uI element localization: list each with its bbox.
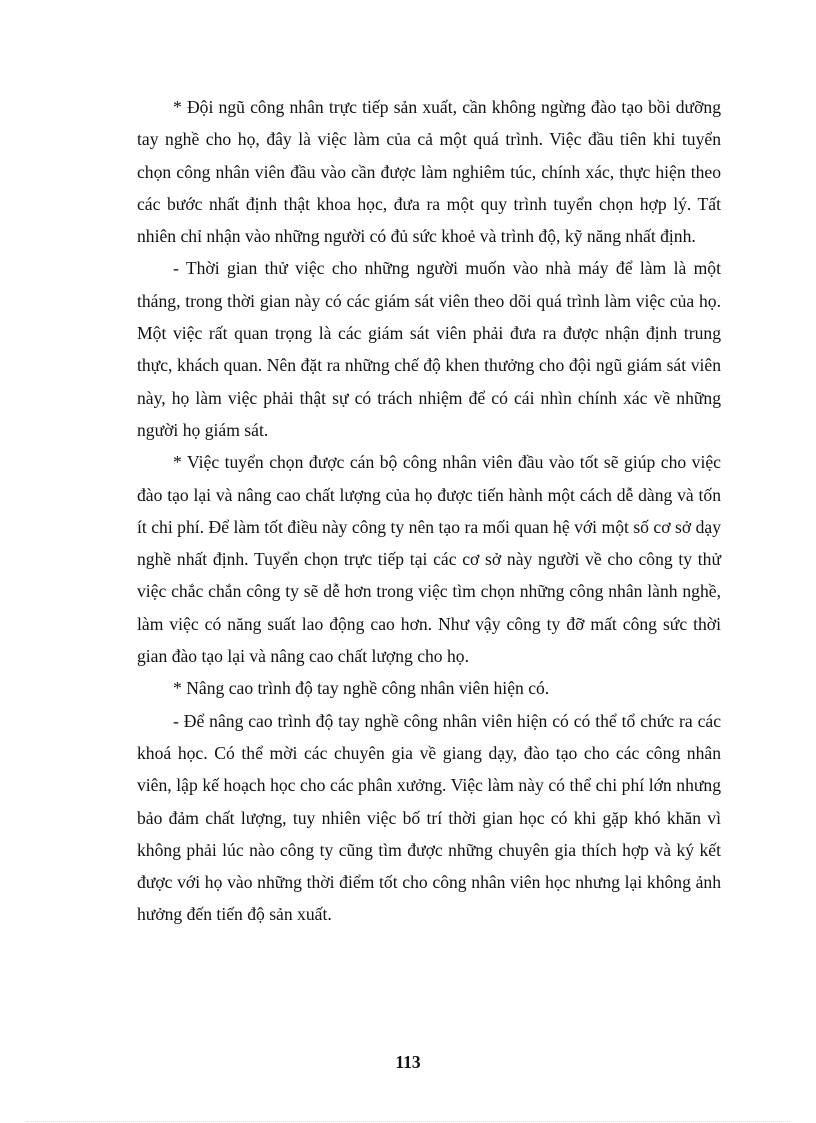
paragraph-recruitment: * Đội ngũ công nhân trực tiếp sản xuất, cần không ngừng đào tạo bồi dưỡng tay nghề cho họ, đây là việc làm của cả một quá trình. Việc đầu tiên khi tuyển chọn công nhân viên đầu vào cần được làm nghiêm túc, chính xác, thực hiện theo các bước nhất định thật khoa học, đưa ra một quy trình tuyển chọn hợp lý. Tất nhiên chỉ nhận vào những người có đủ sức khoẻ và trình độ, kỹ năng nhất định. <box>137 97 721 247</box>
paragraph-training-cost: * Việc tuyển chọn được cán bộ công nhân viên đầu vào tốt sẽ giúp cho việc đào tạo lại và nâng cao chất lượng của họ được tiến hành một cách dễ dàng và tốn ít chi phí. Để làm tốt điều này công ty nên tạo ra mối quan hệ với một số cơ sở dạy nghề nhất định. Tuyển chọn trực tiếp tại các cơ sở này người về cho công ty thử việc chắc chắn công ty sẽ dễ hơn trong việc tìm chọn những công nhân lành nghề, làm việc có năng suất lao động cao hơn. Như vậy công ty đỡ mất công sức thời gian đào tạo lại và nâng cao chất lượng cho họ. <box>137 452 721 667</box>
page-number: 113 <box>395 1052 421 1072</box>
paragraph-courses: - Để nâng cao trình độ tay nghề công nhân viên hiện có có thể tổ chức ra các khoá học. Có thể mời các chuyên gia về giang dạy, đào tạo cho các công nhân viên, lập kế hoạch học cho các phân xưởng. Việc làm này có thể chi phí lớn nhưng bảo đảm chất lượng, tuy nhiên việc bố trí thời gian học có khi gặp khó khăn vì không phải lúc nào công ty cũng tìm được những chuyên gia thích hợp và ký kết được với họ vào những thời điểm tốt cho công nhân viên học nhưng lại không ảnh hưởng đến tiến độ sản xuất. <box>137 710 721 925</box>
paragraph-probation: - Thời gian thử việc cho những người muốn vào nhà máy để làm là một tháng, trong thời gian này có các giám sát viên theo dõi quá trình làm việc của họ. Một việc rất quan trọng là các giám sát viên phải đưa ra được nhận định trung thực, khách quan. Nên đặt ra những chế độ khen thưởng cho đội ngũ giám sát viên này, họ làm việc phải thật sự có trách nhiệm để có cái nhìn chính xác về những người họ giám sát. <box>137 258 721 440</box>
paragraph-heading-skills: * Nâng cao trình độ tay nghề công nhân viên hiện có. <box>173 678 550 699</box>
footer-divider <box>26 1121 790 1122</box>
body-text <box>137 91 721 931</box>
